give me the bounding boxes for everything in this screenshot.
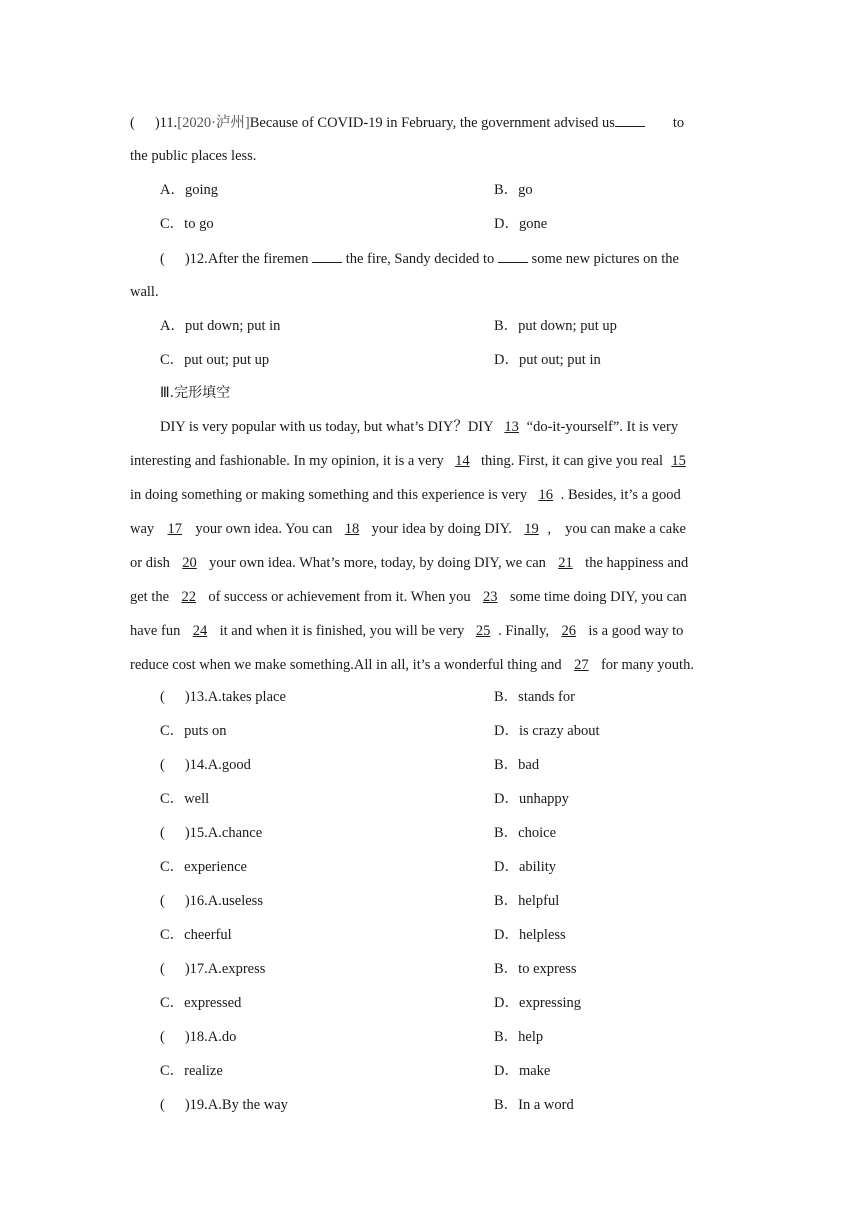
- choice-option-c: C．cheerful: [160, 927, 232, 943]
- choice-option-b: B．stands for: [494, 689, 575, 705]
- passage-line-2: [130, 451, 730, 471]
- q11-text-b: to: [672, 115, 685, 131]
- q11-paren: (: [130, 115, 135, 131]
- q12-blank-1: [312, 248, 342, 263]
- choice-option-c: C．experience: [160, 859, 247, 875]
- q11-text-a: Because of COVID-19 in February, the government advised us: [249, 115, 615, 131]
- passage-text: is a good way to: [588, 623, 684, 639]
- blank-15: 15: [671, 453, 686, 469]
- choice-paren: (: [160, 689, 165, 705]
- q11-option-a: A．going: [160, 182, 218, 198]
- choice-option-a: )17.A.express: [184, 961, 266, 977]
- passage-text: the happiness and: [585, 555, 689, 571]
- q11-line2: the public places less.: [130, 148, 257, 164]
- choice-paren: (: [160, 825, 165, 841]
- choice-question: [160, 1027, 236, 1047]
- choice-paren: (: [160, 1097, 165, 1113]
- blank-16: 16: [538, 487, 553, 503]
- choice-option-a: )14.A.good: [184, 757, 251, 773]
- passage-text: “do-it-yourself”. It is very: [526, 419, 679, 435]
- passage-text: or dish: [130, 555, 170, 571]
- blank-25: 25: [475, 623, 491, 639]
- blank-24: 24: [192, 623, 208, 639]
- q11-line1: [130, 112, 730, 133]
- choice-option-b: B．to express: [494, 961, 577, 977]
- blank-19: 19: [524, 521, 539, 537]
- q11-option-d: D．gone: [494, 216, 548, 232]
- blank-17: 17: [167, 521, 183, 537]
- choice-question: [160, 1095, 288, 1115]
- passage-text: have fun: [130, 623, 181, 639]
- blank-26: 26: [561, 623, 576, 639]
- choice-paren: (: [160, 893, 165, 909]
- choice-question: [160, 823, 262, 843]
- choice-option-a: )13.A.takes place: [184, 689, 286, 705]
- choice-paren: (: [160, 961, 165, 977]
- passage-line-4: [130, 519, 730, 539]
- choice-option-b: B．helpful: [494, 893, 560, 909]
- blank-18: 18: [344, 521, 360, 537]
- choice-option-d: D．unhappy: [494, 791, 569, 807]
- choice-option-b: B．bad: [494, 757, 540, 773]
- choice-option-a: )19.A.By the way: [184, 1097, 288, 1113]
- passage-text: . Finally,: [498, 623, 550, 639]
- q11-option-b: B．go: [494, 182, 533, 198]
- q12-number: )12.: [184, 251, 208, 267]
- choice-question: [160, 687, 286, 707]
- passage-text: get the: [130, 589, 170, 605]
- passage-text: of success or achievement from it. When you: [208, 589, 471, 605]
- choice-option-d: D．helpless: [494, 927, 566, 943]
- choice-option-b: B．help: [494, 1029, 544, 1045]
- q12-option-a: A．put down; put in: [160, 318, 281, 334]
- choice-option-c: C．expressed: [160, 995, 242, 1011]
- blank-21: 21: [558, 555, 573, 571]
- choice-option-d: D．is crazy about: [494, 723, 600, 739]
- q12-line2: wall.: [130, 284, 159, 300]
- choice-option-a: )16.A.useless: [184, 893, 263, 909]
- choice-option-c: C．realize: [160, 1063, 223, 1079]
- q11-source: [2020·泸州]: [177, 115, 250, 131]
- passage-line-1: [160, 417, 730, 437]
- passage-line-5: [130, 553, 730, 573]
- choice-option-d: D．make: [494, 1063, 551, 1079]
- choice-question: [160, 891, 263, 911]
- choice-question: [160, 959, 265, 979]
- choice-question: [160, 755, 251, 775]
- passage-text: your own idea. What’s more, today, by doing DIY, we can: [209, 555, 546, 571]
- passage-line-8: [130, 655, 730, 675]
- q12-option-c: C．put out; put up: [160, 352, 270, 368]
- passage-line-3: [130, 485, 730, 505]
- choice-option-d: D．ability: [494, 859, 557, 875]
- passage-text: DIY is very popular with us today, but what’s DIY？DIY: [160, 419, 494, 435]
- passage-line-6: [130, 587, 730, 607]
- q12-option-d: D．put out; put in: [494, 352, 601, 368]
- choice-option-d: D．expressing: [494, 995, 581, 1011]
- q11-option-c: C．to go: [160, 216, 214, 232]
- choice-option-c: C．well: [160, 791, 210, 807]
- blank-27: 27: [574, 657, 589, 673]
- choice-option-b: B．choice: [494, 825, 557, 841]
- passage-text: ,: [547, 521, 552, 537]
- blank-22: 22: [181, 589, 196, 605]
- q11-number: )11.: [154, 115, 178, 131]
- passage-text: . Besides, it’s a good: [560, 487, 681, 503]
- passage-text: for many youth.: [600, 657, 694, 673]
- passage-text: reduce cost when we make something.All in all, it’s a wonderful thing and: [130, 657, 562, 673]
- blank-13: 13: [504, 419, 519, 435]
- passage-text: some time doing DIY, you can: [509, 589, 687, 605]
- passage-text: interesting and fashionable. In my opinion, it is a very: [130, 453, 444, 469]
- passage-line-7: [130, 621, 730, 641]
- choice-paren: (: [160, 757, 165, 773]
- q12-text-c: some new pictures on the: [531, 251, 679, 267]
- passage-text: your idea by doing DIY.: [371, 521, 512, 537]
- section-title: Ⅲ.完形填空: [160, 385, 231, 401]
- blank-23: 23: [482, 589, 498, 605]
- choice-paren: (: [160, 1029, 165, 1045]
- q12-option-b: B．put down; put up: [494, 318, 617, 334]
- blank-20: 20: [182, 555, 197, 571]
- choice-option-a: )15.A.chance: [184, 825, 263, 841]
- q12-text-a: After the firemen: [207, 251, 309, 267]
- q11-blank: [615, 112, 645, 127]
- choice-option-c: C．puts on: [160, 723, 227, 739]
- q12-text-b: the fire, Sandy decided to: [345, 251, 495, 267]
- passage-text: it and when it is finished, you will be very: [219, 623, 465, 639]
- q12-blank-2: [498, 248, 528, 263]
- passage-text: your own idea. You can: [195, 521, 333, 537]
- passage-text: thing. First, it can give you real: [480, 453, 663, 469]
- q12-line1: [160, 248, 730, 269]
- passage-text: way: [130, 521, 155, 537]
- passage-text: you can make a cake: [565, 521, 686, 537]
- q12-paren: (: [160, 251, 165, 267]
- blank-14: 14: [455, 453, 470, 469]
- choice-option-a: )18.A.do: [184, 1029, 237, 1045]
- choice-option-b: B．In a word: [494, 1097, 574, 1113]
- passage-text: in doing something or making something and this experience is very: [130, 487, 528, 503]
